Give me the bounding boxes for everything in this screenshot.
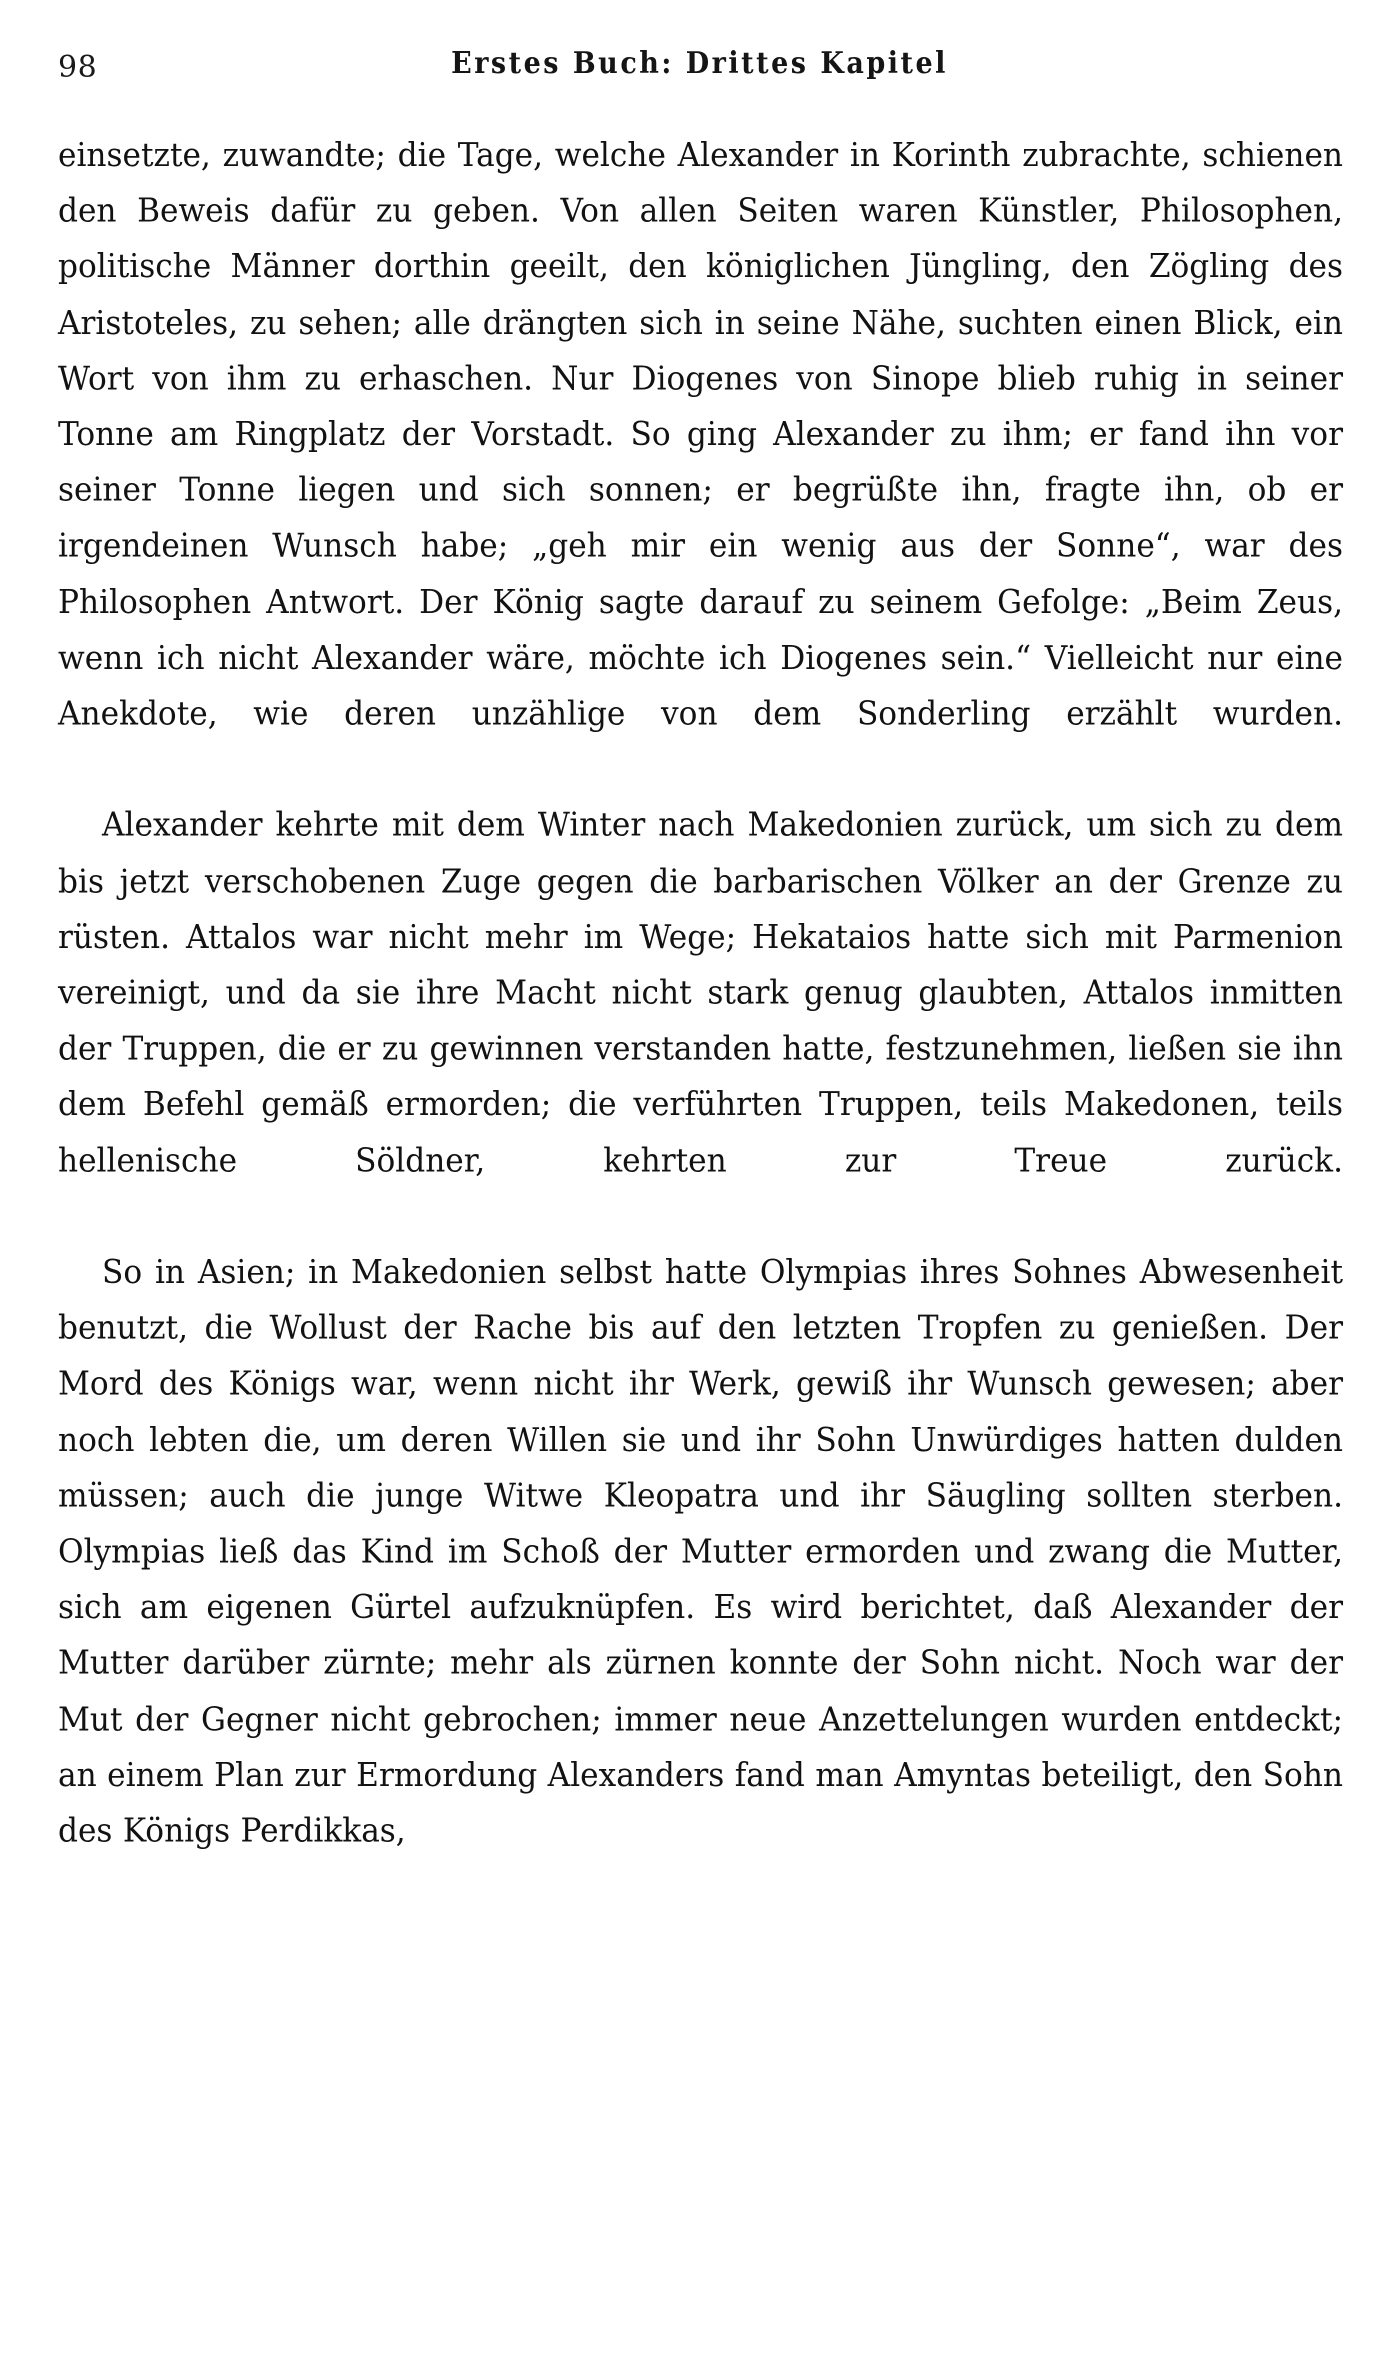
paragraph: Alexander kehrte mit dem Winter nach Makedonien zurück, um sich zu dem bis jetzt verschobenen Zuge gegen die barbarischen Völker an der Grenze zu rüsten. Attalos war nicht mehr im Wege; Hekataios hatte sich mit Parmenion vereinigt, und da sie ihre Macht nicht stark genug glaubten, Attalos inmitten der Truppen, die er zu gewinnen verstanden hatte, festzunehmen, ließen sie ihn dem Befehl gemäß ermorden; die verführten Truppen, teils Makedonen, teils hellenische Söldner, kehrten zur Treue zurück. [58,806,1343,1180]
page-number: 98 [58,50,98,85]
paragraph: einsetzte, zuwandte; die Tage, welche Alexander in Korinth zubrachte, schienen den Beweis dafür zu geben. Von allen Seiten waren Künstler, Philosophen, politische Männer dorthin geeilt, den königlichen Jüngling, den Zögling des Aristoteles, zu sehen; alle drängten sich in seine Nähe, suchten einen Blick, ein Wort von ihm zu erhaschen. Nur Diogenes von Sinope blieb ruhig in seiner Tonne am Ringplatz der Vorstadt. So ging Alexander zu ihm; er fand ihn vor seiner Tonne liegen und sich sonnen; er begrüßte ihn, fragte ihn, ob er irgendeinen Wunsch habe; „geh mir ein wenig aus der Sonne“, war des Philosophen Antwort. Der König sagte darauf zu seinem Gefolge: „Beim Zeus, wenn ich nicht Alexander wäre, möchte ich Diogenes sein.“ Vielleicht nur eine Anekdote, wie deren unzählige von dem Sonderling erzählt wurden. [58,136,1343,733]
running-head: Erstes Buch: Drittes Kapitel [451,46,948,81]
paragraph: So in Asien; in Makedonien selbst hatte Olympias ihres Sohnes Abwesenheit benutzt, die Wollust der Rache bis auf den letzten Tropfen zu genießen. Der Mord des Königs war, wenn nicht ihr Werk, gewiß ihr Wunsch gewesen; aber noch lebten die, um deren Willen sie und ihr Sohn Unwürdiges hatten dulden müssen; auch die junge Witwe Kleopatra und ihr Säugling sollten sterben. Olympias ließ das Kind im Schoß der Mutter ermorden und zwang die Mutter, sich am eigenen Gürtel aufzuknüpfen. Es wird berichtet, daß Alexander der Mutter darüber zürnte; mehr als zürnen konnte der Sohn nicht. Noch war der Mut der Gegner nicht gebrochen; immer neue Anzettelungen wurden entdeckt; an einem Plan zur Ermordung Alexanders fand man Amyntas beteiligt, den Sohn des Königs Perdikkas, [58,1253,1343,1851]
page-body [58,128,1343,1860]
page-header [0,32,1399,85]
